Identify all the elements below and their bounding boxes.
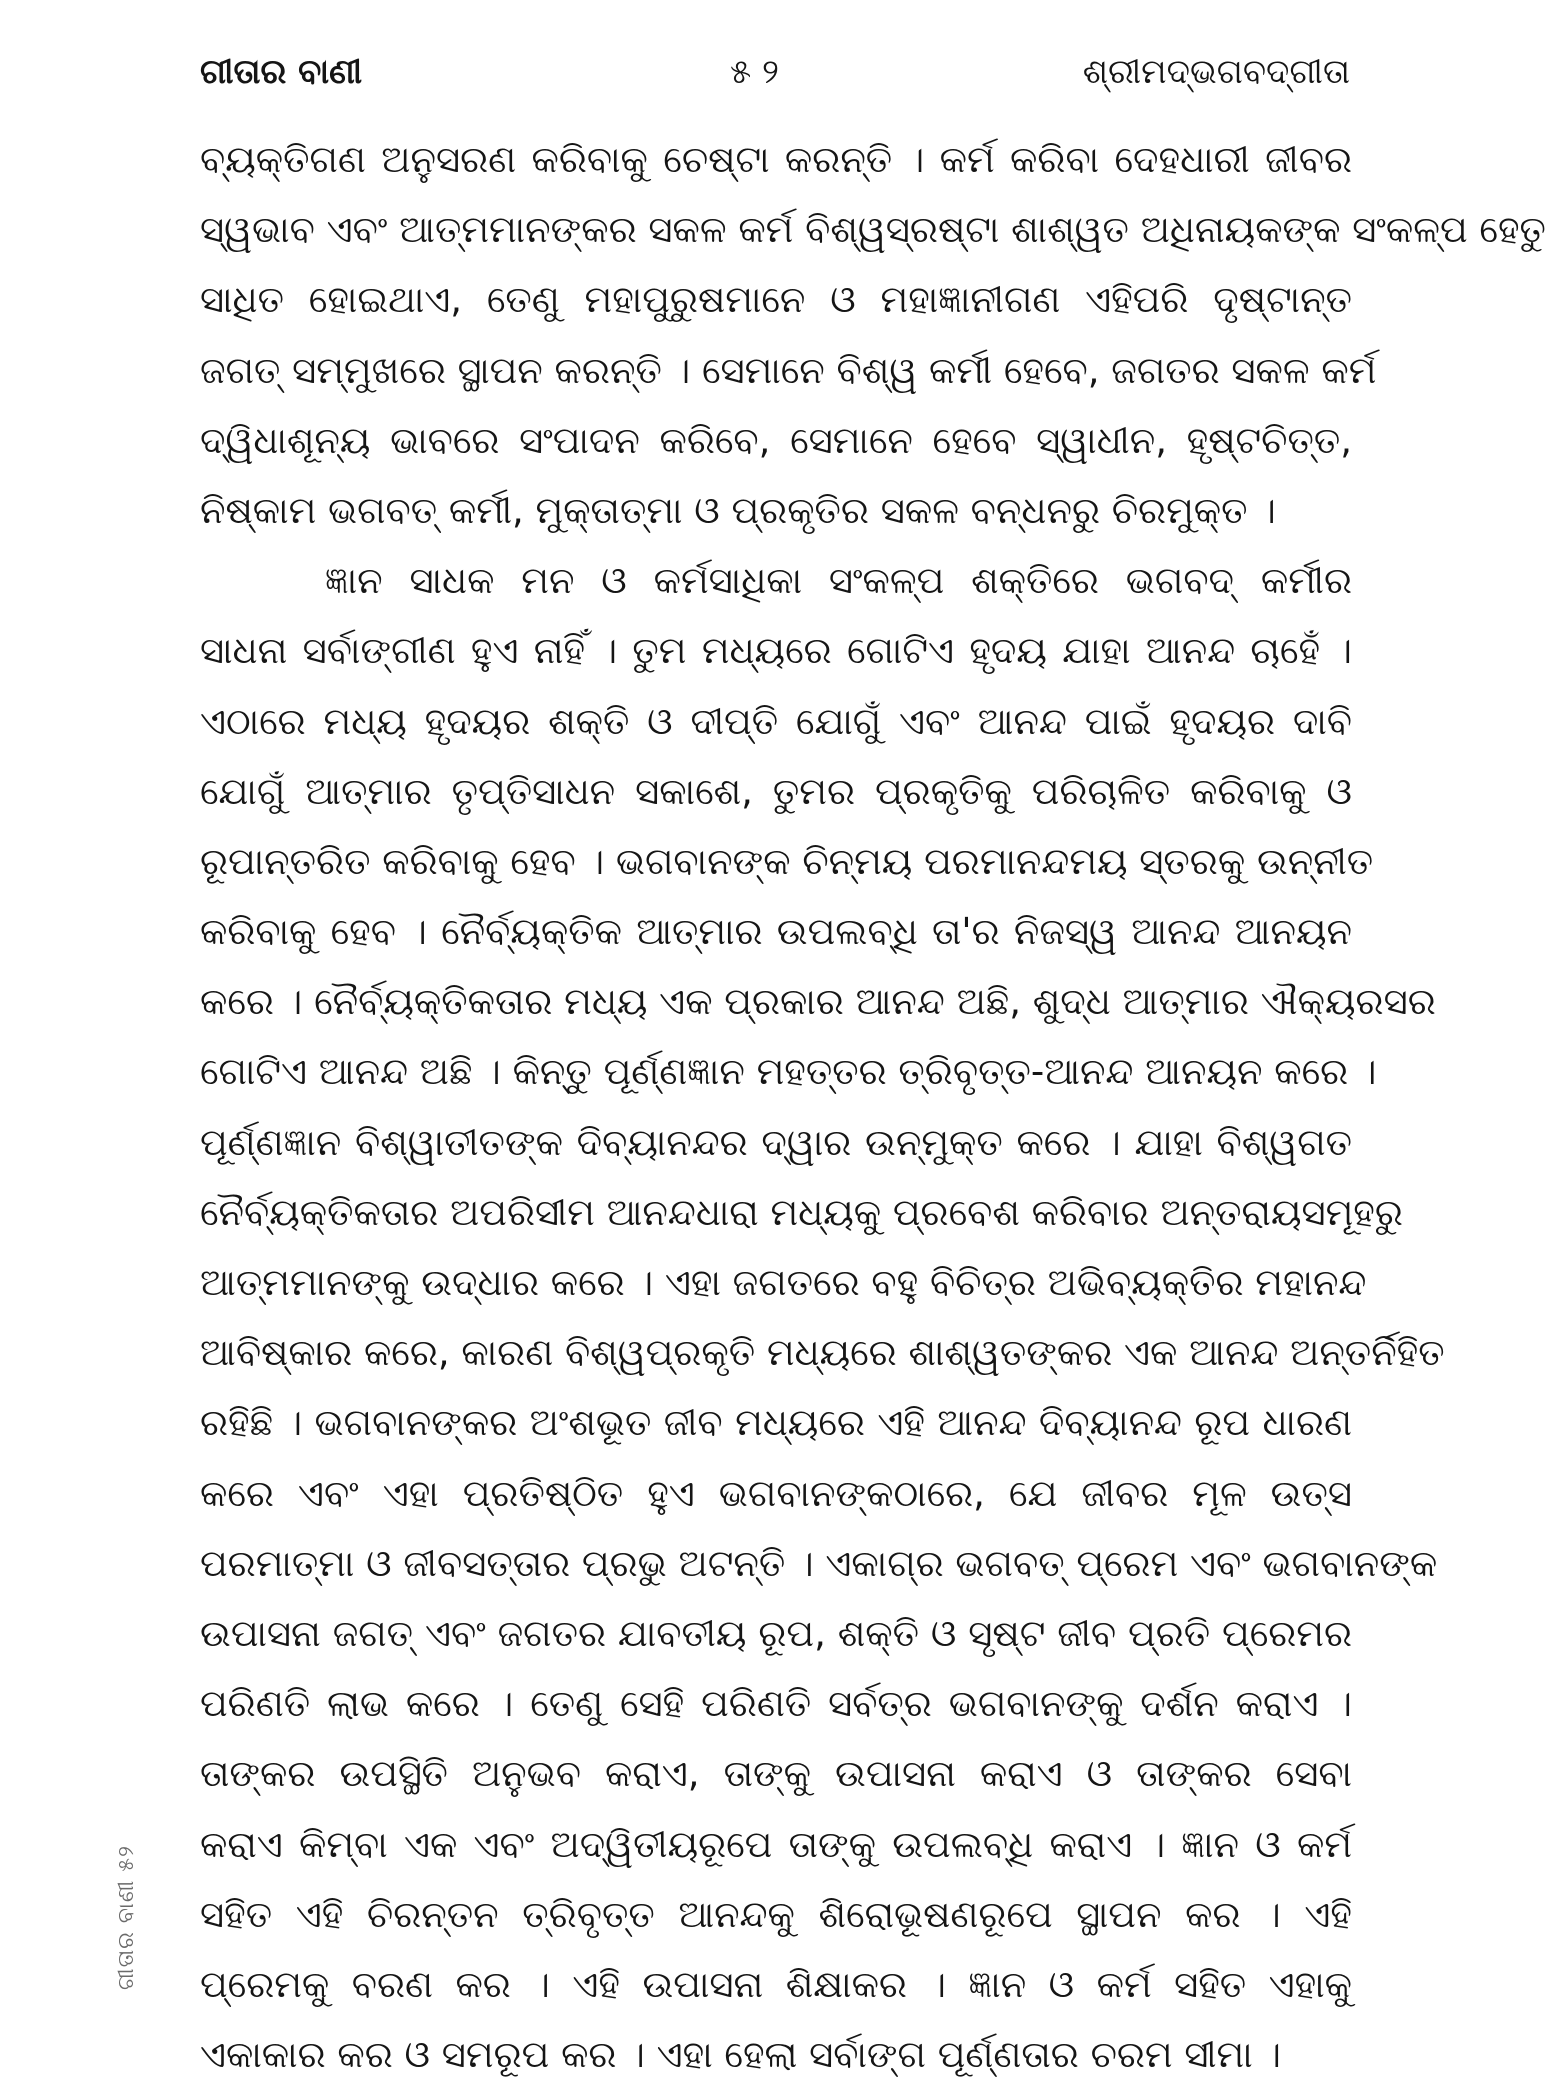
text-line: ପ୍ରେମକୁ ବରଣ କର । ଏହି ଉପାସନା ଶିକ୍ଷାକର । ଜ୍ଞାନ ଓ କର୍ମ ସହିତ ଏହାକୁ [200, 1962, 1352, 2006]
page-header [200, 52, 1350, 112]
text-line: ଗୋଟିଏ ଆନନ୍ଦ ଅଛି । କିନ୍ତୁ ପୂର୍ଣ୍ଣଜ୍ଞାନ ମହତ୍ତର ତ୍ରିବୃତ୍ତ-ଆନନ୍ଦ ଆନୟନ କରେ । [200, 1050, 1377, 1094]
text-line: ଜଗତ୍ ସମ୍ମୁଖରେ ସ୍ଥାପନ କରନ୍ତି । ସେମାନେ ବିଶ୍ୱ କର୍ମୀ ହେବେ, ଜଗତର ସକଳ କର୍ମ [200, 348, 1377, 392]
text-line: ସାଧନା ସର୍ବାଙ୍ଗୀଣ ହୁଏ ନାହିଁ । ତୁମ ମଧ୍ୟରେ ଗୋଟିଏ ହୃଦୟ ଯାହା ଆନନ୍ଦ ଚାହେଁ । [200, 629, 1352, 673]
text-line: କରେ । ନୈର୍ବ୍ୟକ୍ତିକତାର ମଧ୍ୟ ଏକ ପ୍ରକାର ଆନନ୍ଦ ଅଛି, ଶୁଦ୍ଧ ଆତ୍ମାର ଐକ୍ୟରସର [200, 980, 1436, 1024]
text-line: ସାଧିତ ହୋଇଥାଏ, ତେଣୁ ମହାପୁରୁଷମାନେ ଓ ମହାଜ୍ଞାନୀଗଣ ଏହିପରି ଦୃଷ୍ଟାନ୍ତ [200, 278, 1352, 322]
text-line: ଦ୍ୱିଧାଶୂନ୍ୟ ଭାବରେ ସଂପାଦନ କରିବେ, ସେମାନେ ହେବେ ସ୍ୱାଧୀନ, ହୃଷ୍ଟଚିତ୍ତ, [200, 418, 1352, 462]
text-line: ପରିଣତି ଲାଭ କରେ । ତେଣୁ ସେହି ପରିଣତି ସର୍ବତ୍ର ଭଗବାନଙ୍କୁ ଦର୍ଶନ କରାଏ । [200, 1682, 1352, 1726]
running-title-right: ଶ୍ରୀମଦ୍‌ଭଗବଦ୍‌ଗୀତା [1082, 52, 1350, 92]
side-margin-stamp [104, 1745, 154, 1995]
body-text [200, 125, 1546, 2090]
page-number: ୫ ୨ [730, 52, 779, 92]
text-line: ନିଷ୍କାମ ଭଗବତ୍ କର୍ମୀ, ମୁକ୍ତାତ୍ମା ଓ ପ୍ରକୃତିର ସକଳ ବନ୍ଧନରୁ ଚିରମୁକ୍ତ । [200, 488, 1276, 532]
text-line: କରେ ଏବଂ ଏହା ପ୍ରତିଷ୍ଠିତ ହୁଏ ଭଗବାନଙ୍କଠାରେ, ଯେ ଜୀବର ମୂଳ ଉତ୍ସ [200, 1471, 1352, 1515]
running-title-left: ଗୀତାର ବାଣୀ [200, 52, 363, 92]
text-line: ପୂର୍ଣ୍ଣଜ୍ଞାନ ବିଶ୍ୱାତୀତଙ୍କ ଦିବ୍ୟାନନ୍ଦର ଦ୍ୱାର ଉନ୍ମୁକ୍ତ କରେ । ଯାହା ବିଶ୍ୱଗତ [200, 1120, 1352, 1164]
text-line: ଯୋଗୁଁ ଆତ୍ମାର ତୃପ୍ତିସାଧନ ସକାଶେ, ତୁମର ପ୍ରକୃତିକୁ ପରିଚାଳିତ କରିବାକୁ ଓ [200, 769, 1352, 813]
text-line: ତାଙ୍କର ଉପସ୍ଥିତି ଅନୁଭବ କରାଏ, ତାଙ୍କୁ ଉପାସନା କରାଏ ଓ ତାଙ୍କର ସେବା [200, 1752, 1352, 1796]
text-line: ଉପାସନା ଜଗତ୍ ଏବଂ ଜଗତର ଯାବତୀୟ ରୂପ, ଶକ୍ତି ଓ ସୃଷ୍ଟ ଜୀବ ପ୍ରତି ପ୍ରେମର [200, 1611, 1352, 1655]
text-line: ଆତ୍ମମାନଙ୍କୁ ଉଦ୍ଧାର କରେ । ଏହା ଜଗତରେ ବହୁ ବିଚିତ୍ର ଅଭିବ୍ୟକ୍ତିର ମହାନନ୍ଦ [200, 1261, 1367, 1304]
side-stamp-text: ଗୀତାର ବାଣୀ ୫୨ [114, 1845, 139, 1990]
text-line: ଏକାକାର କର ଓ ସମରୂପ କର । ଏହା ହେଲା ସର୍ବାଙ୍ଗ ପୂର୍ଣ୍ଣତାର ଚରମ ସୀମା । [200, 2033, 1282, 2077]
paragraph-start-line: ଜ୍ଞାନ ସାଧକ ମନ ଓ କର୍ମସାଧିକା ସଂକଳ୍ପ ଶକ୍ତିରେ ଭଗବଦ୍ କର୍ମୀର [325, 559, 1352, 603]
text-line: ଏଠାରେ ମଧ୍ୟ ହୃଦୟର ଶକ୍ତି ଓ ଦୀପ୍ତି ଯୋଗୁଁ ଏବଂ ଆନନ୍ଦ ପାଇଁ ହୃଦୟର ଦାବି [200, 699, 1352, 743]
text-line: ରୂପାନ୍ତରିତ କରିବାକୁ ହେବ । ଭଗବାନଙ୍କ ଚିନ୍ମୟ ପରମାନନ୍ଦମୟ ସ୍ତରକୁ ଉନ୍ନୀତ [200, 839, 1374, 883]
text-line: ସହିତ ଏହି ଚିରନ୍ତନ ତ୍ରିବୃତ୍ତ ଆନନ୍ଦକୁ ଶିରୋଭୂଷଣରୂପେ ସ୍ଥାପନ କର । ଏହି [200, 1892, 1352, 1936]
text-line: ବ୍ୟକ୍ତିଗଣ ଅନୁସରଣ କରିବାକୁ ଚେଷ୍ଟା କରନ୍ତି । କର୍ମ କରିବା ଦେହଧାରୀ ଜୀବର [200, 138, 1352, 181]
text-line: ରହିଛି । ଭଗବାନଙ୍କର ଅଂଶଭୂତ ଜୀବ ମଧ୍ୟରେ ଏହି ଆନନ୍ଦ ଦିବ୍ୟାନନ୍ଦ ରୂପ ଧାରଣ [200, 1401, 1352, 1445]
text-line: ଆବିଷ୍କାର କରେ, କାରଣ ବିଶ୍ୱପ୍ରକୃତି ମଧ୍ୟରେ ଶାଶ୍ୱତଙ୍କର ଏକ ଆନନ୍ଦ ଅନ୍ତର୍ନିହିତ [200, 1331, 1445, 1375]
text-line: ପରମାତ୍ମା ଓ ଜୀବସତ୍ତାର ପ୍ରଭୁ ଅଟନ୍ତି । ଏକାଗ୍ର ଭଗବତ୍ ପ୍ରେମ ଏବଂ ଭଗବାନଙ୍କ [200, 1541, 1438, 1585]
text-line: କରାଏ କିମ୍ବା ଏକ ଏବଂ ଅଦ୍ୱିତୀୟରୂପେ ତାଙ୍କୁ ଉପଲବ୍ଧି କରାଏ । ଜ୍ଞାନ ଓ କର୍ମ [200, 1822, 1352, 1866]
text-line: ସ୍ୱଭାବ ଏବଂ ଆତ୍ମମାନଙ୍କର ସକଳ କର୍ମ ବିଶ୍ୱସ୍ରଷ୍ଟା ଶାଶ୍ୱତ ଅଧିନାୟକଙ୍କ ସଂକଳ୍ପ ହେତୁ [200, 208, 1546, 252]
text-line: ନୈର୍ବ୍ୟକ୍ତିକତାର ଅପରିସୀମ ଆନନ୍ଦଧାରା ମଧ୍ୟକୁ ପ୍ରବେଶ କରିବାର ଅନ୍ତରାୟସମୂହରୁ [200, 1190, 1403, 1234]
text-line: କରିବାକୁ ହେବ । ନୈର୍ବ୍ୟକ୍ତିକ ଆତ୍ମାର ଉପଲବ୍ଧି ତା'ର ନିଜସ୍ୱ ଆନନ୍ଦ ଆନୟନ [200, 910, 1352, 954]
